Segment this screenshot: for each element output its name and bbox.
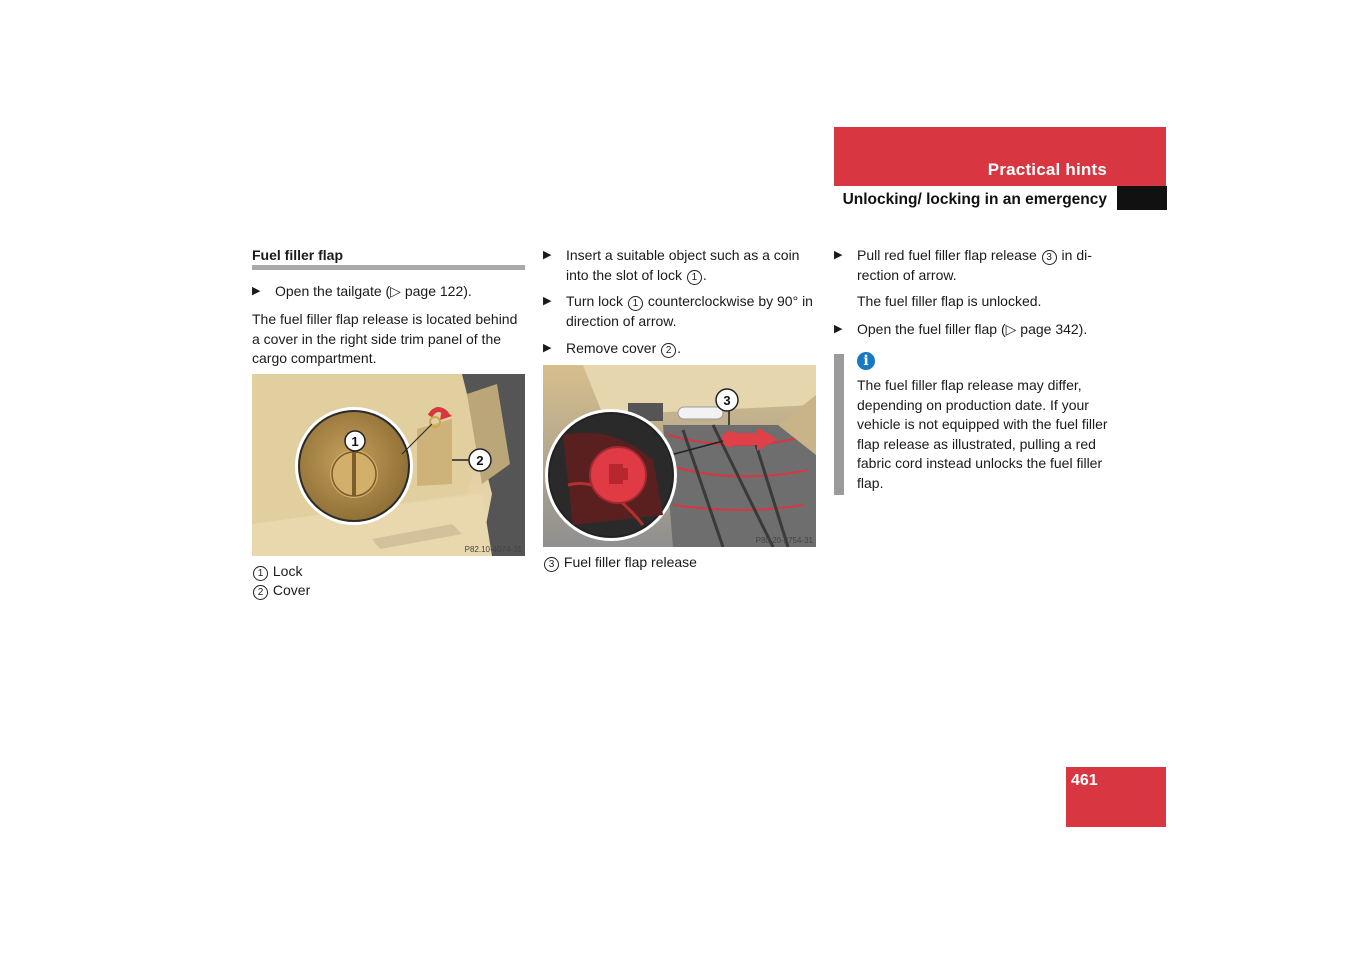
- figure-code: P80.20-2754-31: [755, 536, 813, 545]
- svg-text:2: 2: [476, 453, 484, 468]
- cargo-compartment-figure: [252, 374, 525, 556]
- bullet-icon: ▶: [834, 249, 843, 261]
- step-open-tailgate: [252, 282, 535, 302]
- step-insert-coin: [543, 246, 818, 285]
- step-text-end: .: [702, 266, 707, 283]
- bullet-icon: ▶: [543, 342, 552, 354]
- legend-item: [252, 562, 302, 582]
- info-text: The fuel filler flap release may differ, depending on production date. If your vehicle is not equipped with the fuel filler flap release as illustrated, pulling a red fabric cord instead unlocks the fuel filler flap.: [857, 377, 1108, 491]
- subsection-title: Unlocking/ locking in an emergency: [842, 191, 1107, 208]
- info-sidebar: [834, 354, 844, 495]
- legend-label: Fuel filler flap release: [563, 554, 697, 570]
- step-text-end: in di-rection of arrow.: [857, 247, 1092, 283]
- info-icon: i: [857, 352, 875, 370]
- legend-label: Lock: [272, 563, 303, 579]
- step-text: Turn lock: [566, 293, 624, 309]
- legend-label: Cover: [272, 582, 311, 598]
- bullet-icon: ▶: [543, 295, 552, 307]
- section-title: Practical hints: [987, 160, 1107, 179]
- step-text: Open the tailgate (▷ page 122).: [275, 283, 472, 299]
- step-open-flap: [834, 320, 1129, 340]
- release-illustration: [543, 365, 816, 547]
- svg-text:3: 3: [723, 393, 731, 408]
- fuel-filler-flap-heading: Fuel filler flap: [252, 247, 344, 263]
- step-pull-release: [834, 246, 1115, 285]
- bullet-icon: ▶: [834, 323, 843, 335]
- cargo-illustration: [252, 374, 525, 556]
- ref-number: 2: [661, 343, 676, 358]
- release-handle-figure: [543, 365, 816, 547]
- step-turn-lock: [543, 292, 818, 331]
- legend-item: [252, 581, 310, 601]
- step-text: Open the fuel filler flap (▷ page 342).: [857, 321, 1088, 337]
- step-text: Remove cover: [566, 340, 657, 356]
- svg-text:1: 1: [351, 434, 359, 449]
- ref-number: 3: [1042, 250, 1057, 265]
- heading-rule: [252, 265, 525, 270]
- legend-item: [543, 553, 697, 573]
- step-text-end: .: [677, 340, 682, 356]
- ref-number: 1: [628, 296, 643, 311]
- result-text: The fuel filler flap is unlocked.: [857, 293, 1042, 309]
- release-location-paragraph: The fuel filler flap release is located behind a cover in the right side trim panel of the cargo compartment.: [252, 311, 518, 366]
- bullet-icon: ▶: [543, 249, 552, 261]
- header-marker: [1117, 186, 1167, 210]
- legend-number: 2: [253, 585, 268, 600]
- legend-number: 3: [544, 557, 559, 572]
- step-text: Pull red fuel filler flap release: [857, 247, 1037, 263]
- legend-number: 1: [253, 566, 268, 581]
- step-text: Insert a suitable object such as a coin into the slot of lock: [566, 247, 800, 283]
- page-number: 461: [1071, 772, 1098, 789]
- step-remove-cover: [543, 339, 818, 359]
- step-text-end: counterclockwise by 90° in direction of arrow.: [566, 293, 813, 329]
- ref-number: 1: [687, 270, 702, 285]
- bullet-icon: ▶: [252, 285, 261, 297]
- figure-code: P82.10-4074-31: [464, 545, 522, 554]
